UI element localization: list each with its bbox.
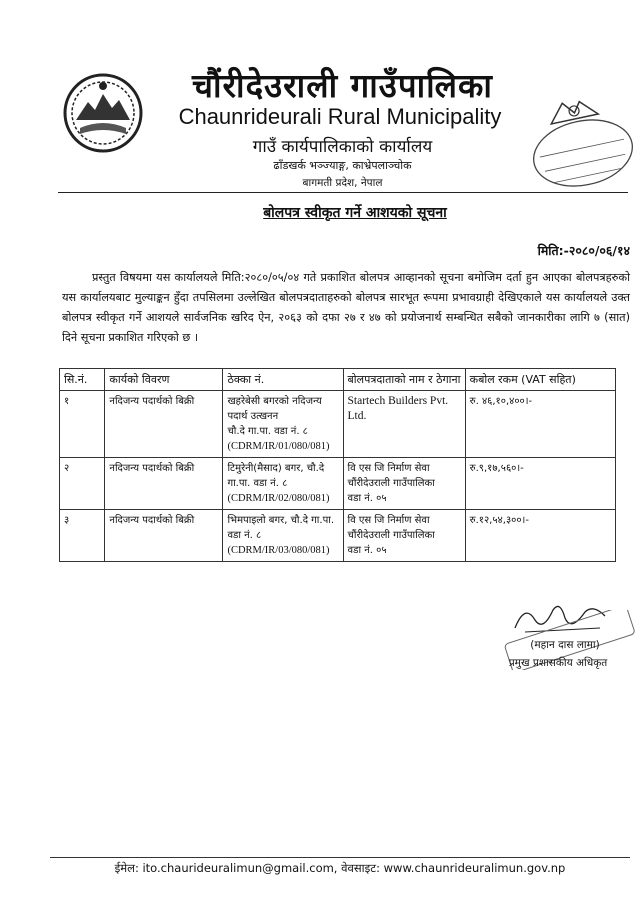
contract-name: भिमपाइलो बगर, चौ.दे गा.पा. वडा नं. ८ xyxy=(227,515,335,541)
contract-code: (CDRM/IR/03/080/081) xyxy=(227,545,330,556)
col-header-contract: ठेक्का नं. xyxy=(223,369,343,391)
notice-body: प्रस्तुत विषयमा यस कार्यालयले मिति:२०८०/०५/०४ गते प्रकाशित बोलपत्र आव्हानको सूचना बमोजिम दर्ता हुन आएका बोलपत्रहरुको यस कार्यालयबाट मुल्याङ्कन हुँदा तपसिलमा उल्लेखित बोलपत्रदाताहरुको बोलपत्र सारभूत रूपमा प्रभावग्राही देखिएकाले यस कार्यालयले उक्त बोलपत्र स्वीकृत गर्ने आशयले सार्वजनिक खरिद ऐन, २०६३ को दफा २७ र ४७ को प्रयोजनार्थ सम्बन्धित सबैको जानकारीका लागि ७ (सात) दिने सूचना प्रकाशित गरिएको छ । xyxy=(62,271,630,344)
nepal-emblem-icon xyxy=(62,72,144,154)
footer-contact: ईमेल: ito.chaurideuralimun@gmail.com, वेवसाइट: www.chaunrideuralimun.gov.np xyxy=(114,861,566,875)
cell-contract xyxy=(223,510,343,562)
cell-description: नदिजन्य पदार्थको बिक्री xyxy=(105,391,223,458)
bidder-name: वि एस जि निर्माण सेवा चौंरीदेउराली गाउँपालिका xyxy=(347,463,435,489)
notice-heading: बोलपत्र स्वीकृत गर्ने आशयको सूचना xyxy=(263,205,447,221)
cell-contract xyxy=(223,391,343,458)
contract-name: टिमुरेनी(मैसाद) बगर, चौ.दे गा.पा. वडा नं. ८ xyxy=(227,463,325,489)
header-divider xyxy=(58,192,628,193)
table-row xyxy=(60,458,616,510)
bidder-ward: वडा नं. ०५ xyxy=(347,493,387,504)
signer-name: (महान दास लामा) xyxy=(530,639,600,651)
cell-sn: २ xyxy=(60,458,105,510)
cell-amount: रु. ४६,१०,४००।- xyxy=(465,391,615,458)
cell-sn: १ xyxy=(60,391,105,458)
contract-name: खहरेबेसी बगरको नदिजन्य पदार्थ उत्खनन xyxy=(227,396,322,422)
bid-table xyxy=(59,368,616,562)
bidder-name: Startech Builders Pvt. Ltd. xyxy=(347,395,449,422)
table-header-row xyxy=(60,369,616,391)
table-row xyxy=(60,510,616,562)
office-stamp-icon xyxy=(528,88,638,218)
cell-bidder xyxy=(343,510,465,562)
bidder-name: वि एस जि निर्माण सेवा चौंरीदेउराली गाउँपालिका xyxy=(347,515,435,541)
notice-date: मिति:-२०८०/०६/१४ xyxy=(537,243,630,258)
contract-code: (CDRM/IR/01/080/081) xyxy=(227,441,330,452)
col-header-bidder: बोलपत्रदाताको नाम र ठेगाना xyxy=(343,369,465,391)
cell-bidder xyxy=(343,391,465,458)
cell-sn: ३ xyxy=(60,510,105,562)
office-name: गाउँ कार्यपालिकाको कार्यालय xyxy=(252,137,433,157)
col-header-description: कार्यको विवरण xyxy=(105,369,223,391)
address-line-2: बागमती प्रदेश, नेपाल xyxy=(302,177,383,189)
cell-contract xyxy=(223,458,343,510)
cell-description: नदिजन्य पदार्थको बिक्री xyxy=(105,510,223,562)
bidder-ward: वडा नं. ०५ xyxy=(347,545,387,556)
col-header-amount: कबोल रकम (VAT सहित) xyxy=(465,369,615,391)
address-line-1: ढाँडखर्क भञ्ज्याङ्ग, काभ्रेपलाञ्चोक xyxy=(273,159,412,172)
cell-bidder xyxy=(343,458,465,510)
col-header-sn: सि.नं. xyxy=(60,369,105,391)
municipality-title-english: Chaunrideurali Rural Municipality xyxy=(178,104,502,129)
contract-ward: चौ.दे गा.पा. वडा नं. ८ xyxy=(227,426,308,437)
contract-code: (CDRM/IR/02/080/081) xyxy=(227,493,330,504)
table-row xyxy=(60,391,616,458)
signer-title: प्रमुख प्रशासकीय अधिकृत xyxy=(508,657,608,669)
cell-amount: रु.९,१७,५६०।- xyxy=(465,458,615,510)
cell-amount: रु.१२,५४,३००।- xyxy=(465,510,615,562)
municipality-title-nepali: चौंरीदेउराली गाउँपालिका xyxy=(192,66,493,105)
footer-divider xyxy=(50,857,630,858)
cell-description: नदिजन्य पदार्थको बिक्री xyxy=(105,458,223,510)
